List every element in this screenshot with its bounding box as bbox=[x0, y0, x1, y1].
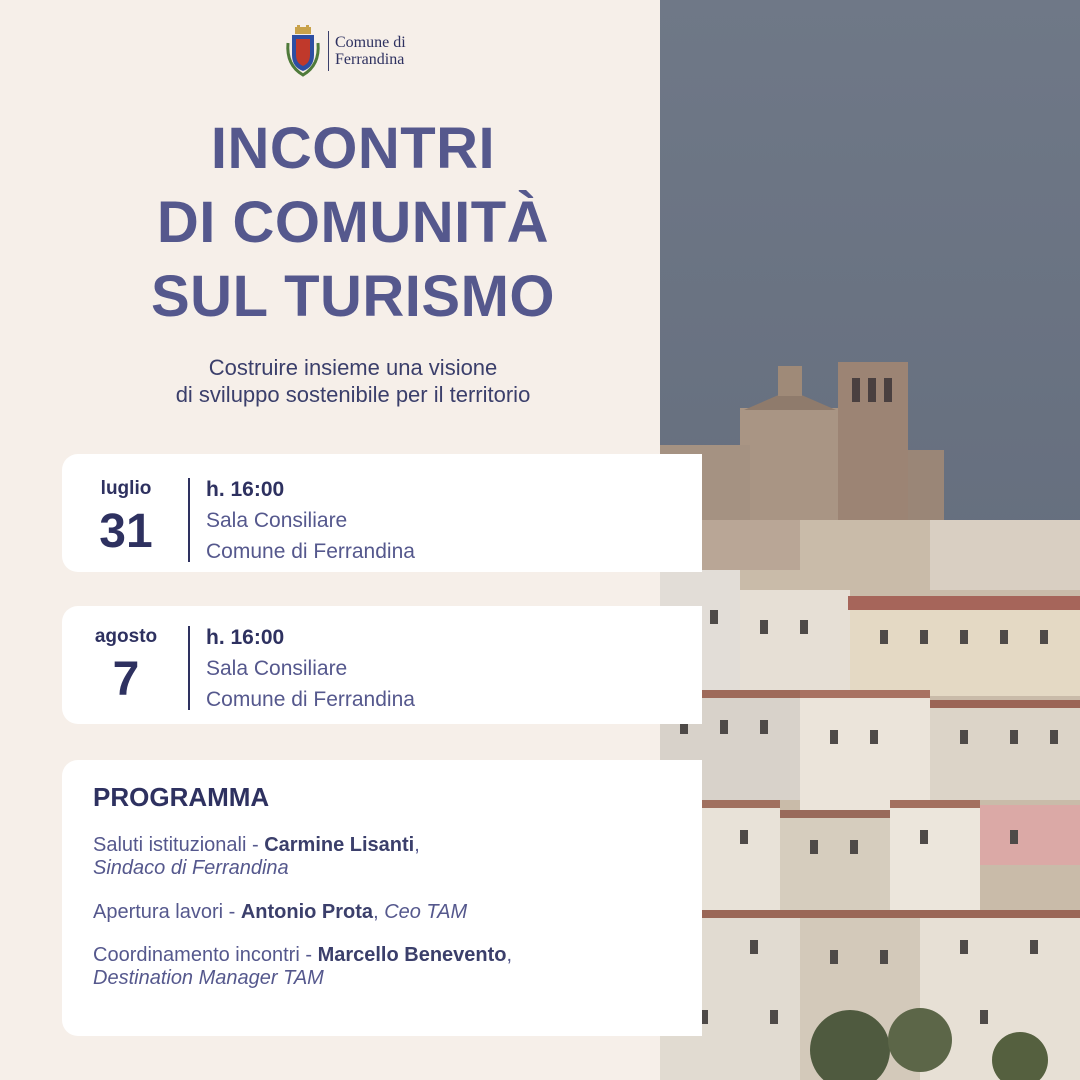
event-info bbox=[206, 474, 415, 567]
program-sep: , bbox=[414, 834, 420, 856]
title-line-3: SUL TURISMO bbox=[151, 264, 555, 329]
program-role: Apertura lavori - bbox=[93, 901, 241, 923]
logo-divider bbox=[328, 31, 329, 71]
program-item-1 bbox=[93, 834, 653, 880]
event-divider bbox=[188, 626, 190, 710]
logo-text bbox=[335, 34, 406, 68]
program-heading: PROGRAMMA bbox=[93, 782, 270, 812]
event-month: agosto bbox=[94, 626, 158, 647]
page-title bbox=[0, 112, 706, 334]
subtitle-line-1: Costruire insieme una visione bbox=[208, 355, 498, 380]
program-title: Ceo TAM bbox=[384, 901, 468, 923]
event-time: h. 16:00 bbox=[206, 626, 285, 649]
town-illustration bbox=[660, 0, 1080, 1080]
event-place: Comune di Ferrandina bbox=[206, 688, 415, 711]
event-divider bbox=[188, 478, 190, 562]
subtitle-line-2: di sviluppo sostenibile per il territorio bbox=[175, 382, 531, 407]
event-month: luglio bbox=[100, 478, 152, 499]
title-line-2: DI COMUNITÀ bbox=[156, 190, 550, 255]
event-venue: Sala Consiliare bbox=[206, 509, 348, 532]
event-place: Comune di Ferrandina bbox=[206, 540, 415, 563]
program-sep: , bbox=[373, 901, 385, 923]
logo-line-2: Ferrandina bbox=[335, 51, 405, 68]
program-item-3 bbox=[93, 944, 653, 990]
event-day: 7 bbox=[112, 653, 140, 706]
program-sep: , bbox=[506, 944, 513, 966]
program-role: Coordinamento incontri - bbox=[93, 944, 318, 966]
program-name: Carmine Lisanti bbox=[264, 834, 415, 856]
program-title: Sindaco di Ferrandina bbox=[93, 857, 289, 879]
coat-of-arms-icon bbox=[284, 25, 322, 77]
event-card-2 bbox=[62, 606, 702, 724]
town-photo bbox=[660, 0, 1080, 1080]
program-role: Saluti istituzionali - bbox=[93, 834, 265, 856]
program-card bbox=[62, 760, 702, 1036]
event-day: 31 bbox=[99, 505, 153, 558]
program-title: Destination Manager TAM bbox=[93, 967, 324, 989]
logo-line-1: Comune di bbox=[335, 34, 406, 51]
event-info bbox=[206, 622, 415, 715]
event-time: h. 16:00 bbox=[206, 478, 285, 501]
program-name: Antonio Prota bbox=[240, 901, 374, 923]
event-venue: Sala Consiliare bbox=[206, 657, 348, 680]
title-line-1: INCONTRI bbox=[210, 116, 496, 181]
event-card-1 bbox=[62, 454, 702, 572]
program-name: Marcello Benevento bbox=[317, 944, 507, 966]
subtitle bbox=[0, 354, 706, 408]
comune-logo bbox=[284, 24, 406, 78]
program-item-2 bbox=[93, 901, 653, 924]
